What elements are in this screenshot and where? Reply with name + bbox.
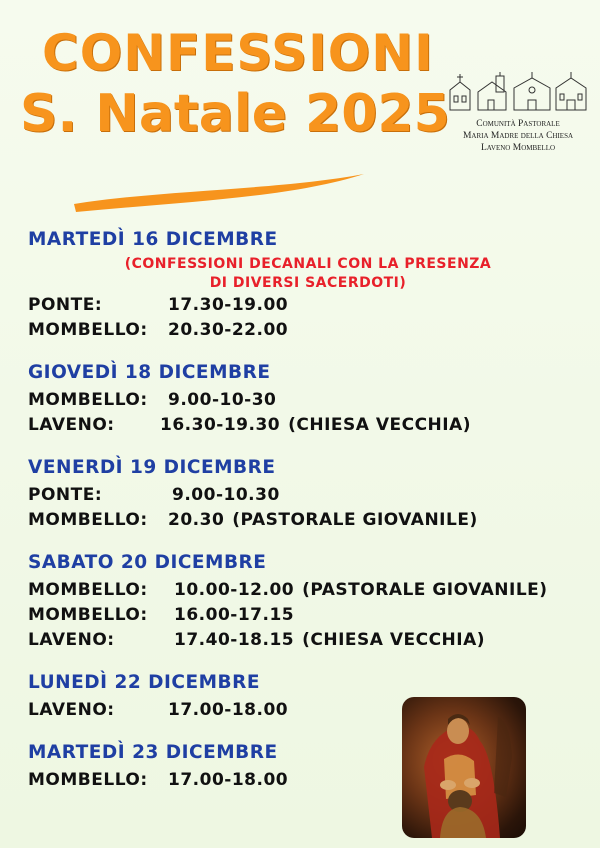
day-heading: MARTEDÌ 23 DICEMBRE [28, 742, 278, 763]
community-line-1: Comunità Pastorale [476, 119, 560, 129]
day-block [28, 551, 600, 653]
day-heading: VENERDÌ 19 DICEMBRE [28, 457, 276, 478]
schedule-row [28, 293, 600, 318]
community-name [448, 118, 588, 154]
location: MOMBELLO: [28, 390, 148, 410]
note-line-2: DI DIVERSI SACERDOTI) [209, 275, 407, 291]
location: MOMBELLO: [28, 580, 148, 600]
time-range: 17.00-18.00 [168, 770, 289, 790]
time-range: 16.00-17.15 [174, 605, 295, 625]
day-heading: LUNEDÌ 22 DICEMBRE [28, 672, 260, 693]
schedule-row [28, 508, 600, 533]
schedule-row [28, 578, 600, 603]
time-range: 9.00-10-30 [168, 390, 277, 410]
time-range: 17.00-18.00 [168, 700, 289, 720]
community-line-3: Laveno Mombello [480, 143, 556, 153]
day-block [28, 456, 600, 533]
time-range: 17.40-18.15 [174, 630, 295, 650]
location: MOMBELLO: [28, 320, 148, 340]
time-range: 9.00-10.30 [172, 485, 280, 505]
location: MOMBELLO: [28, 605, 148, 625]
poster-title [20, 24, 450, 144]
prodigal-son-painting [402, 697, 526, 838]
location-note: (CHIESA VECCHIA) [288, 415, 472, 435]
church-sketches-icon [448, 70, 588, 112]
day-heading: SABATO 20 DICEMBRE [28, 552, 267, 573]
schedule-row [28, 603, 600, 628]
community-logo [448, 70, 588, 154]
schedule-row [28, 388, 600, 413]
location: LAVENO: [28, 630, 115, 650]
day-block [28, 228, 600, 343]
time-range: 17.30-19.00 [168, 295, 289, 315]
schedule-row [28, 483, 600, 508]
schedule-row [28, 628, 600, 653]
location: MOMBELLO: [28, 770, 148, 790]
title-line-1: CONFESSIONI [42, 24, 434, 82]
time-range: 10.00-12.00 [174, 580, 295, 600]
location-note: (PASTORALE GIOVANILE) [232, 510, 478, 530]
location: LAVENO: [28, 700, 115, 720]
time-range: 20.30-22.00 [168, 320, 289, 340]
title-line-2: S. Natale 2025 [20, 84, 450, 144]
location: PONTE: [28, 295, 103, 315]
location-note: (PASTORALE GIOVANILE) [302, 580, 548, 600]
decorative-swoosh [70, 172, 370, 216]
schedule-row [28, 413, 600, 438]
community-line-2: Maria Madre della Chiesa [462, 131, 574, 141]
note-line-1: (CONFESSIONI DECANALI CON LA PRESENZA [124, 256, 492, 272]
day-block [28, 361, 600, 438]
day-heading: MARTEDÌ 16 DICEMBRE [28, 229, 278, 250]
time-range: 20.30 [168, 510, 225, 530]
time-range: 16.30-19.30 [160, 415, 281, 435]
schedule-row [28, 318, 600, 343]
location: MOMBELLO: [28, 510, 148, 530]
day-note [18, 255, 598, 293]
location: LAVENO: [28, 415, 115, 435]
location-note: (CHIESA VECCHIA) [302, 630, 486, 650]
location: PONTE: [28, 485, 103, 505]
day-heading: GIOVEDÌ 18 DICEMBRE [28, 362, 271, 383]
